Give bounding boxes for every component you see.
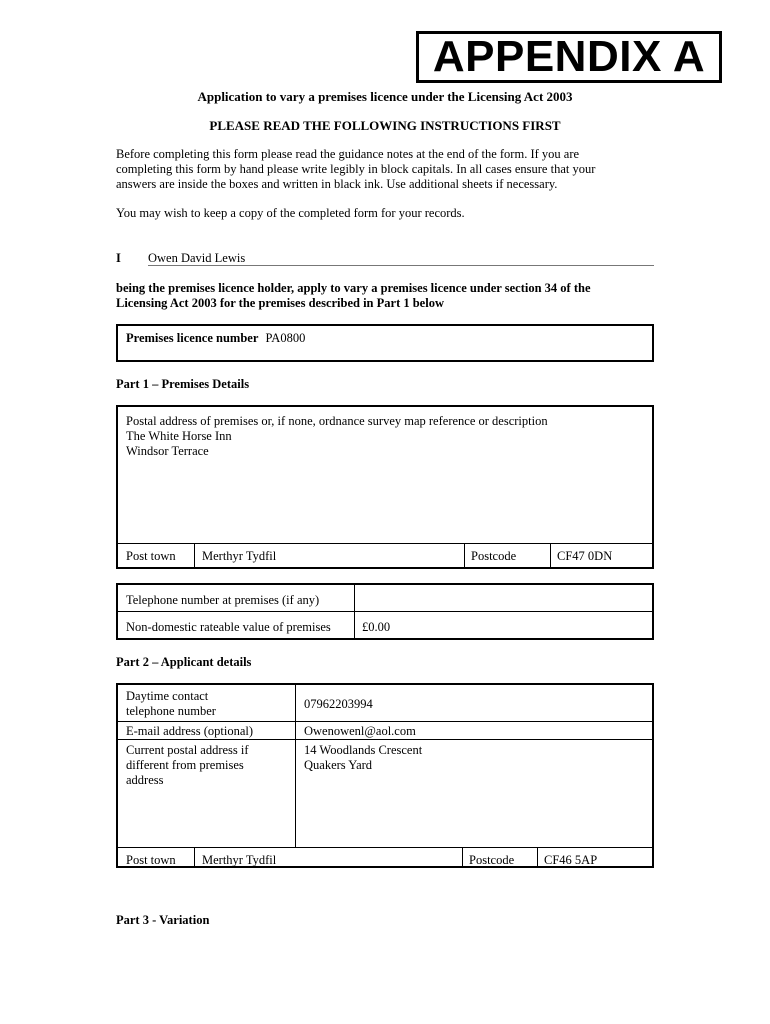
daytime-phone-value[interactable]: 07962203994 [304,697,373,711]
premises-address-line: The White Horse Inn [126,429,232,443]
premises-post-town-label: Post town [126,549,176,563]
applicant-name: Owen David Lewis [148,251,246,265]
applicant-postcode-label: Postcode [469,853,515,867]
applicant-name-field[interactable] [148,251,654,266]
email-label: E-mail address (optional) [126,724,254,738]
instruction-line: completing this form by hand please write legibly in block capitals. In all cases ensure that your [116,162,596,176]
appendix-title: APPENDIX A [416,31,722,83]
licence-number-label: Premises licence number [126,331,259,345]
applicant-prefix: I [116,251,121,265]
part3-title: Part 3 - Variation [116,913,210,927]
applicant-post-town-value[interactable]: Merthyr Tydfil [202,853,277,867]
premises-telephone-label: Telephone number at premises (if any) [126,593,320,607]
instructions-paragraph [116,147,656,192]
instruction-line: answers are inside the boxes and written in black ink. Use additional sheets if necessary. [116,177,558,191]
current-address-line: 14 Woodlands Crescent [304,743,423,757]
licence-number-box[interactable] [116,324,654,362]
current-address-label: Current postal address if different from premises address [126,743,249,787]
premises-address-field[interactable] [120,412,650,461]
instruction-line: Before completing this form please read the guidance notes at the end of the form. If you are [116,147,580,161]
instruction-heading: PLEASE READ THE FOLLOWING INSTRUCTIONS FIRST [209,118,561,133]
premises-postcode-value[interactable]: CF47 0DN [557,549,613,563]
applicant-post-town-label: Post town [126,853,176,867]
part2-title: Part 2 – Applicant details [116,655,252,669]
declaration-paragraph [116,281,656,311]
premises-address-label: Postal address of premises or, if none, ordnance survey map reference or description [126,414,548,428]
applicant-details-table [116,683,654,868]
daytime-phone-label: Daytime contact telephone number [126,689,216,718]
applicant-postcode-value[interactable]: CF46 5AP [544,853,598,867]
premises-contact-table [116,583,654,640]
declaration-line: Licensing Act 2003 for the premises described in Part 1 below [116,296,444,310]
current-address-line: Quakers Yard [304,758,373,772]
rateable-value[interactable]: £0.00 [362,620,391,634]
rateable-value-label: Non-domestic rateable value of premises [126,620,331,634]
keep-copy-note: You may wish to keep a copy of the completed form for your records. [116,206,465,220]
form-heading: Application to vary a premises licence under the Licensing Act 2003 [197,89,573,104]
licence-number-value: PA0800 [265,331,306,345]
premises-postcode-label: Postcode [471,549,517,563]
premises-address-line: Windsor Terrace [126,444,209,458]
current-address-value[interactable] [298,741,428,775]
email-value[interactable]: Owenowenl@aol.com [304,724,416,738]
declaration-line: being the premises licence holder, apply to vary a premises licence under section 34 of the [116,281,591,295]
premises-post-town-value[interactable]: Merthyr Tydfil [202,549,277,563]
premises-address-box [116,405,654,569]
part1-title: Part 1 – Premises Details [116,377,250,391]
premises-telephone-value[interactable] [356,591,652,609]
